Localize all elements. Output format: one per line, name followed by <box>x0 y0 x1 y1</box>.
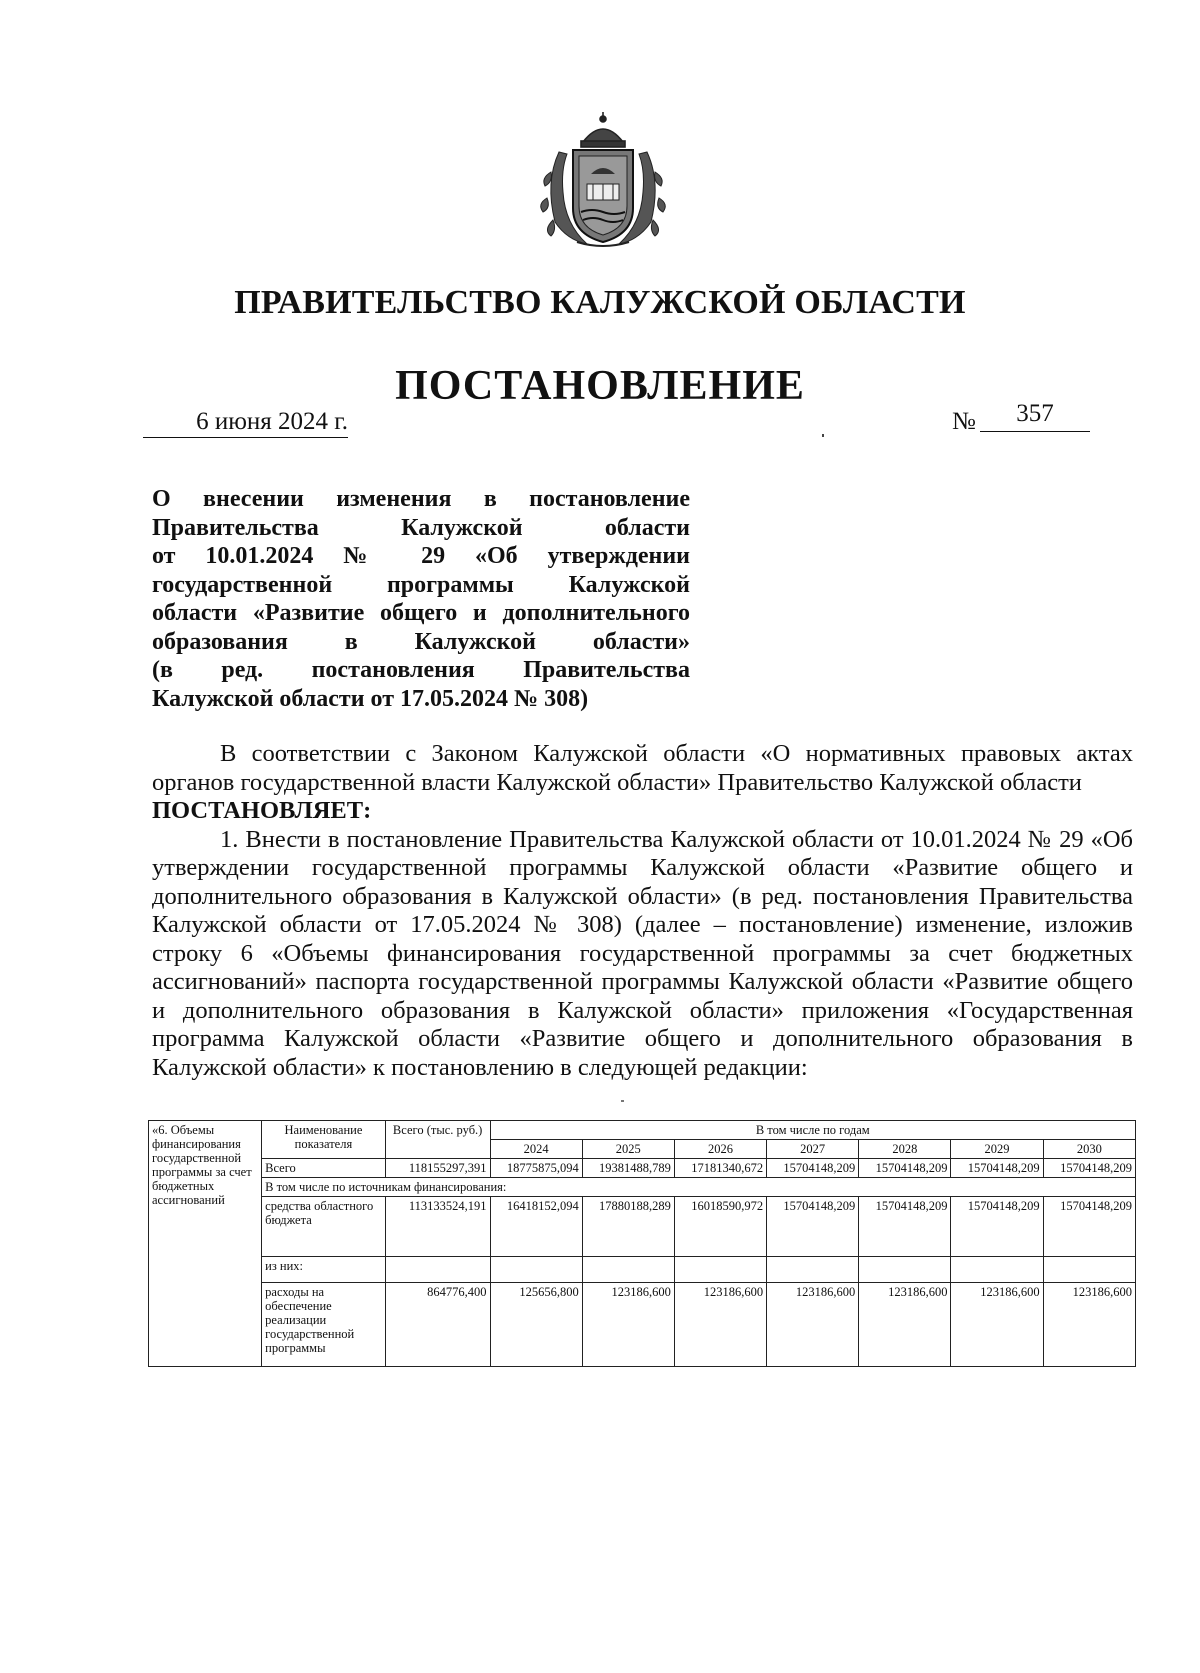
table-row-label: «6. Объемы финансирования государственной программы за счет бюджетных ассигнований <box>149 1121 262 1367</box>
empty-cell <box>674 1257 766 1283</box>
cell-value: 19381488,789 <box>582 1159 674 1178</box>
year-header: 2027 <box>767 1140 859 1159</box>
cell-value: 123186,600 <box>582 1283 674 1367</box>
cell-value: 17880188,289 <box>582 1197 674 1257</box>
kaluga-coat-of-arms-icon <box>537 112 669 250</box>
cell-value: 123186,600 <box>767 1283 859 1367</box>
document-date: 6 июня 2024 г. <box>143 408 348 438</box>
cell-value: 123186,600 <box>951 1283 1043 1367</box>
empty-cell <box>490 1257 582 1283</box>
organization-name: ПРАВИТЕЛЬСТВО КАЛУЖСКОЙ ОБЛАСТИ <box>234 284 966 321</box>
cell-value: 18775875,094 <box>490 1159 582 1178</box>
row-label: средства областного бюджета <box>262 1197 386 1257</box>
decree-word: ПОСТАНОВЛЯЕТ: <box>152 797 372 824</box>
cell-total: 113133524,191 <box>385 1197 490 1257</box>
cell-total: 118155297,391 <box>385 1159 490 1178</box>
scan-speck <box>822 434 824 437</box>
document-type-title: ПОСТАНОВЛЕНИЕ <box>395 363 805 409</box>
document-number-label: № <box>952 408 976 435</box>
document-number: 357 <box>980 400 1090 432</box>
year-header: 2024 <box>490 1140 582 1159</box>
empty-cell <box>385 1257 490 1283</box>
subject-line: О внесении изменения в постановление <box>152 486 690 512</box>
subject-line: государственной программы Калужской <box>152 571 690 598</box>
subject-line: Калужской области от 17.05.2024 № 308) <box>152 685 589 712</box>
row-label: расходы на обеспечение реализации государственной программы <box>262 1283 386 1367</box>
financing-table <box>148 1120 1136 1367</box>
empty-cell <box>951 1257 1043 1283</box>
cell-value: 15704148,209 <box>767 1159 859 1178</box>
cell-value: 15704148,209 <box>951 1197 1043 1257</box>
row-label: Всего <box>262 1159 386 1178</box>
cell-value: 15704148,209 <box>1043 1197 1135 1257</box>
subject-line: (в ред. постановления Правительства <box>152 657 690 683</box>
sources-heading: В том числе по источникам финансирования: <box>262 1178 1136 1197</box>
year-header: 2026 <box>674 1140 766 1159</box>
empty-cell <box>767 1257 859 1283</box>
year-header: 2025 <box>582 1140 674 1159</box>
empty-cell <box>582 1257 674 1283</box>
document-subject <box>152 485 690 713</box>
year-header: 2029 <box>951 1140 1043 1159</box>
item-1-paragraph: 1. Внести в постановление Правительства Калужской области от 10.01.2024 № 29 «Об утверждении государственной программы Калужской области «Развитие общего и дополнительного образования в Калужской области» (в ред. постановления Правительства Калужской области от 17.05.2024 № 308) (далее – постановление) изменение, изложив строку 6 «Объемы финансирования государственной программы за счет бюджетных ассигнований» паспорта государственной программы Калужской области «Развитие общего и дополнительного образования в Калужской области» приложения «Государственная программа Калужской области «Развитие общего и дополнительного образования в Калужской области» к постановлению в следующей редакции: <box>152 825 1133 1081</box>
cell-value: 15704148,209 <box>859 1159 951 1178</box>
subject-line: от 10.01.2024 № 29 «Об утверждении <box>152 543 690 569</box>
cell-value: 125656,800 <box>490 1283 582 1367</box>
of-them-label: из них: <box>262 1257 386 1283</box>
subject-line: Правительства Калужской области <box>152 514 690 541</box>
cell-value: 16418152,094 <box>490 1197 582 1257</box>
cell-value: 15704148,209 <box>767 1197 859 1257</box>
table-row-expenses <box>149 1283 1136 1367</box>
document-body <box>152 740 1133 1082</box>
cell-value: 123186,600 <box>859 1283 951 1367</box>
column-header-indicator: Наименование показателя <box>262 1121 386 1159</box>
subject-line: области «Развитие общего и дополнительного <box>152 600 690 626</box>
year-header: 2030 <box>1043 1140 1135 1159</box>
year-header: 2028 <box>859 1140 951 1159</box>
cell-value: 15704148,209 <box>859 1197 951 1257</box>
table-row-regional <box>149 1197 1136 1257</box>
empty-cell <box>859 1257 951 1283</box>
empty-cell <box>1043 1257 1135 1283</box>
column-header-total: Всего (тыс. руб.) <box>385 1121 490 1159</box>
cell-value: 15704148,209 <box>951 1159 1043 1178</box>
preamble-paragraph: В соответствии с Законом Калужской области «О нормативных правовых актах органов государственной власти Калужской области» Правительство Калужской области <box>152 740 1133 796</box>
cell-value: 16018590,972 <box>674 1197 766 1257</box>
scan-speck <box>621 1100 624 1102</box>
subject-line: образования в Калужской области» <box>152 628 690 655</box>
cell-total: 864776,400 <box>385 1283 490 1367</box>
cell-value: 17181340,672 <box>674 1159 766 1178</box>
cell-value: 123186,600 <box>1043 1283 1135 1367</box>
cell-value: 15704148,209 <box>1043 1159 1135 1178</box>
column-header-years-group: В том числе по годам <box>490 1121 1135 1140</box>
table-row-total <box>149 1159 1136 1178</box>
cell-value: 123186,600 <box>674 1283 766 1367</box>
